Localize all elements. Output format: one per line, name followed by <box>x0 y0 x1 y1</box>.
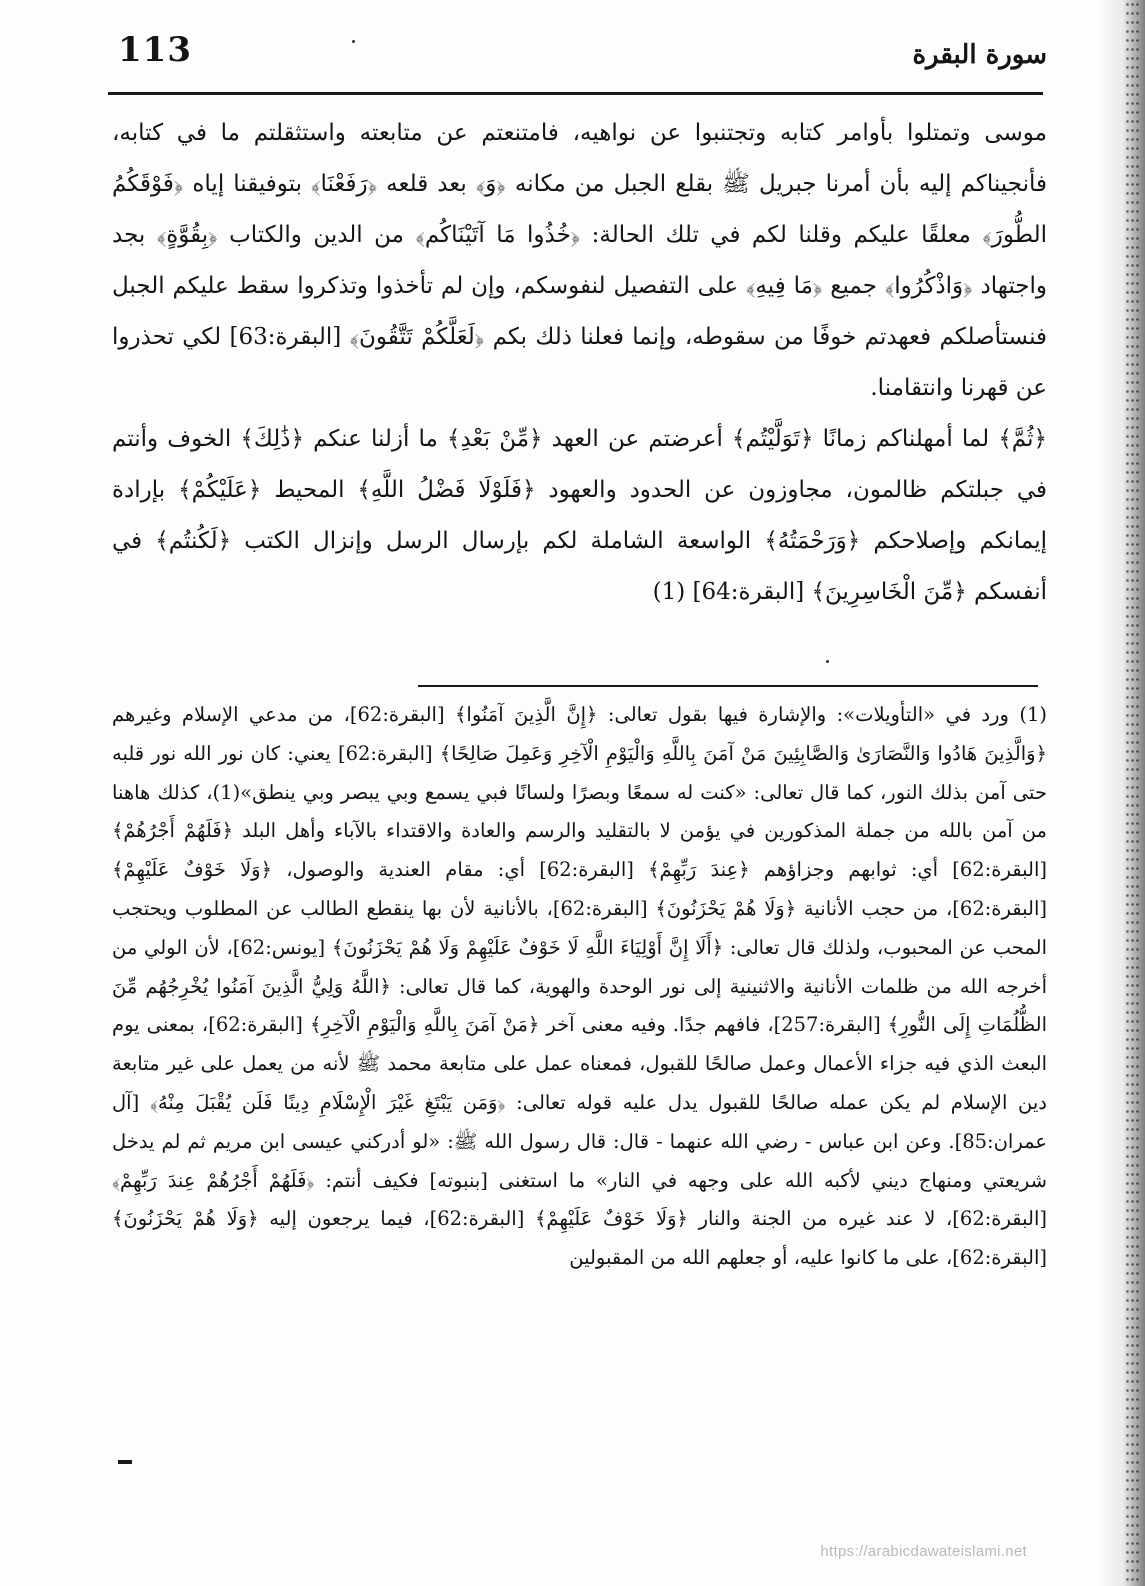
continuation-dash <box>118 1460 132 1464</box>
footnote-text: (1) ورد في «التأويلات»: والإشارة فيها بقول تعالى: ﴿إِنَّ الَّذِينَ آمَنُوا﴾ [البقرة:62]، من مدعي الإسلام وغيرهم ﴿وَالَّذِينَ هَادُوا وَالنَّصَارَىٰ وَالصَّابِئِينَ مَنْ آمَنَ بِاللَّهِ وَالْيَوْمِ الْآخِرِ وَعَمِلَ صَالِحًا﴾ [البقرة:62] يعني: كان نور الله نور قلبه حتى آمن بذلك النور، كما قال تعالى: «كنت له سمعًا وبصرًا ولسانًا فبي يسمع وبي يبصر وبي ينطق»(1)، كذلك هاهنا من آمن بالله من جملة المذكورين في يؤمن لا بالتقليد والرسم والعادة والاقتداء بالآباء وأهل البلد ﴿فَلَهُمْ أَجْرُهُمْ﴾ [البقرة:62] أي: ثوابهم وجزاؤهم ﴿عِندَ رَبِّهِمْ﴾ [البقرة:62] أي: مقام العندية والوصول، ﴿وَلَا خَوْفٌ عَلَيْهِمْ﴾ [البقرة:62]، من حجب الأنانية ﴿وَلَا هُمْ يَحْزَنُونَ﴾ [البقرة:62]، بالأنانية لأن بها ينقطع الطالب عن المطلوب ويحتجب المحب عن المحبوب، ولذلك قال تعالى: ﴿أَلَا إِنَّ أَوْلِيَاءَ اللَّهِ لَا خَوْفٌ عَلَيْهِمْ وَلَا هُمْ يَحْزَنُونَ﴾ [يونس:62]، لأن الولي من أخرجه الله من ظلمات الأنانية والاثنينية إلى نور الوحدة والهوية، كما قال تعالى: ﴿اللَّهُ وَلِيُّ الَّذِينَ آمَنُوا يُخْرِجُهُم مِّنَ الظُّلُمَاتِ إِلَى النُّورِ﴾ [البقرة:257]، فافهم جدًا. وفيه معنى آخر ﴿مَنْ آمَنَ بِاللَّهِ وَالْيَوْمِ الْآخِرِ﴾ [البقرة:62]، بمعنى يوم البعث الذي فيه جزاء الأعمال وعمل صالحًا للقبول، فمعناه عمل على متابعة محمد ﷺ لأنه من يعمل على غير متابعة دين الإسلام لم يكن عمله صالحًا للقبول يدل عليه قوله تعالى: ﴿وَمَن يَبْتَغِ غَيْرَ الْإِسْلَامِ دِينًا فَلَن يُقْبَلَ مِنْهُ﴾ [آل عمران:85]. وعن ابن عباس - رضي الله عنهما - قال: قال رسول الله ﷺ: «لو أدركني عيسى ابن مريم ثم لم يدخل شريعتي ومنهاج ديني لأكبه الله على وجهه في النار» ما استغنى [بنبوته] فكيف أنتم: ﴿فَلَهُمْ أَجْرُهُمْ عِندَ رَبِّهِمْ﴾ [البقرة:62]، لا عند غيره من الجنة والنار ﴿وَلَا خَوْفٌ عَلَيْهِمْ﴾ [البقرة:62]، فيما يرجعون إليه ﴿وَلَا هُمْ يَحْزَنُونَ﴾ [البقرة:62]، على ما كانوا عليه، أو جعلهم الله من المقبولين <box>112 703 1048 1270</box>
scan-noise-edge <box>1125 0 1139 1586</box>
scan-speck <box>826 660 829 663</box>
page-number: 113 <box>118 30 192 70</box>
scan-speck <box>352 40 355 43</box>
watermark-url: https://arabicdawateislami.net <box>820 1543 1027 1560</box>
main-paragraph-1: موسى وتمتلوا بأوامر كتابه وتجتنبوا عن نواهيه، فامتنعتم عن متابعته واستثقلتم ما في كتابه، فأنجيناكم إليه بأن أمرنا جبريل ﷺ بقلع الجبل من مكانه ﴿وَ﴾ بعد قلعه ﴿رَفَعْنَا﴾ بتوفيقنا إياه ﴿فَوْقَكُمُ الطُّورَ﴾ معلقًا عليكم وقلنا لكم في تلك الحالة: ﴿خُذُوا مَا آتَيْنَاكُم﴾ من الدين والكتاب ﴿بِقُوَّةٍ﴾ بجد واجتهاد ﴿وَاذْكُرُوا﴾ جميع ﴿مَا فِيهِ﴾ على التفصيل لنفوسكم، وإن لم تأخذوا وتذكروا سقط عليكم الجبل فنستأصلكم فعهدتم خوفًا من سقوطه، وإنما فعلنا ذلك بكم ﴿لَعَلَّكُمْ تَتَّقُونَ﴾ [البقرة:63] لكي تحذروا عن قهرنا وانتقامنا. <box>112 120 1048 401</box>
header-rule <box>108 92 1043 95</box>
surah-title: سورة البقرة <box>912 40 1047 70</box>
footnote-separator <box>418 685 1038 687</box>
footnote-block <box>112 696 1047 1278</box>
main-paragraph-2: ﴿ثُمَّ﴾ لما أمهلناكم زمانًا ﴿تَوَلَّيْتُم﴾ أعرضتم عن العهد ﴿مِّنْ بَعْدِ﴾ ما أزلنا عنكم ﴿ذَٰلِكَ﴾ الخوف وأنتم في جبلتكم ظالمون، مجاوزون عن الحدود والعهود ﴿فَلَوْلَا فَضْلُ اللَّهِ﴾ المحيط ﴿عَلَيْكُمْ﴾ بإرادة إيمانكم وإصلاحكم ﴿وَرَحْمَتُهُ﴾ الواسعة الشاملة لكم بإرسال الرسل وإنزال الكتب ﴿لَكُنتُم﴾ في أنفسكم ﴿مِّنَ الْخَاسِرِينَ﴾ [البقرة:64] (1) <box>112 426 1047 605</box>
main-text-block <box>112 108 1047 618</box>
